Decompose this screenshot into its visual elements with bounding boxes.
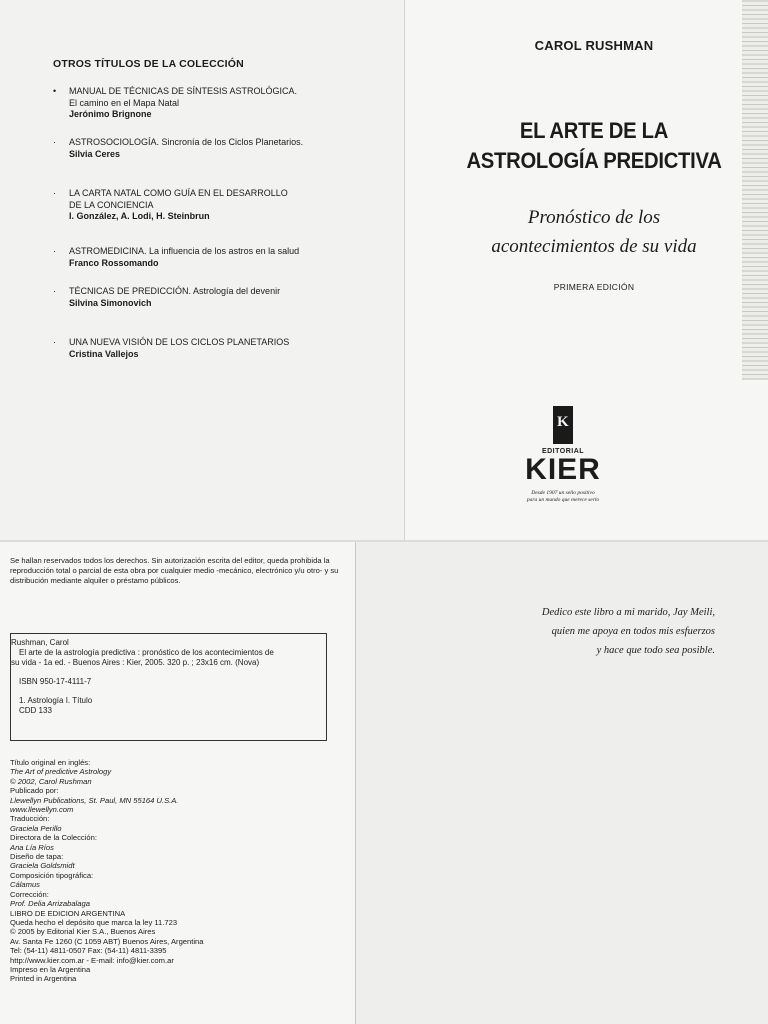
credit-line: Llewellyn Publications, St. Paul, MN 55164 U.S.A. bbox=[10, 795, 179, 805]
page-divider bbox=[0, 540, 768, 542]
bullet-icon: • bbox=[53, 86, 57, 96]
credits-block bbox=[10, 758, 350, 984]
publisher-name: KIER bbox=[525, 453, 601, 486]
collection-item-title: ASTROSOCIOLOGÍA. Sincronía de los Ciclos Planetarios. bbox=[69, 137, 304, 147]
collection-item bbox=[53, 286, 383, 337]
bullet-icon: · bbox=[53, 188, 56, 198]
credit-line: LIBRO DE EDICION ARGENTINA bbox=[10, 908, 126, 918]
rights-notice: Se hallan reservados todos los derechos. Sin autorización escrita del editor, queda prohibida la reproducción total o parcial de esta obra por cualquier medio -mecánico, electrónico y/u otro- y su distribución mediante alquiler o préstamo públicos. bbox=[10, 556, 339, 585]
credit-line: The Art of predictive Astrology bbox=[10, 767, 112, 777]
collection-item-title: MANUAL DE TÉCNICAS DE SÍNTESIS ASTROLÓGICA. El camino en el Mapa Natal bbox=[69, 86, 298, 108]
collection-item bbox=[53, 137, 383, 188]
page-fold bbox=[404, 0, 405, 541]
credit-line: Graciela Goldsmidt bbox=[10, 861, 75, 871]
credit-line: Cálamus bbox=[10, 880, 40, 890]
credit-line: Composición tipográfica: bbox=[10, 870, 94, 880]
credit-line: www.llewellyn.com bbox=[10, 805, 74, 815]
collection-item-title: TÉCNICAS DE PREDICCIÓN. Astrología del devenir bbox=[69, 286, 281, 296]
credit-line: Ana Lía Ríos bbox=[10, 842, 54, 852]
book-subtitle bbox=[444, 203, 744, 261]
bullet-icon: · bbox=[53, 246, 56, 256]
catalog-subject: 1. Astrología I. Título bbox=[19, 696, 93, 705]
collection-item-title: ASTROMEDICINA. La influencia de los astros en la salud bbox=[69, 246, 300, 256]
collection-item-author: Cristina Vallejos bbox=[69, 348, 139, 359]
collection-item bbox=[53, 246, 383, 286]
credit-line: © 2005 by Editorial Kier S.A., Buenos Aires bbox=[10, 927, 156, 937]
collection-item-title: LA CARTA NATAL COMO GUÍA EN EL DESARROLLO DE LA CONCIENCIA bbox=[69, 188, 288, 210]
credit-line: Corrección: bbox=[10, 889, 49, 899]
catalog-author: Rushman, Carol bbox=[11, 638, 69, 647]
page-fold bbox=[355, 541, 356, 1024]
dedication-line3: y hace que todo sea posible. bbox=[596, 645, 715, 656]
collection-item-author: I. González, A. Lodi, H. Steinbrun bbox=[69, 211, 210, 221]
book-subtitle-line1: Pronóstico de los bbox=[527, 207, 661, 228]
collection-item bbox=[53, 86, 383, 137]
collection-item bbox=[53, 337, 383, 388]
credit-line: Graciela Perillo bbox=[10, 823, 62, 833]
edition-label: PRIMERA EDICIÓN bbox=[553, 282, 635, 292]
collection-item-author: Silvia Ceres bbox=[69, 148, 121, 159]
copyright-page bbox=[0, 541, 356, 1024]
publisher-logo bbox=[496, 406, 616, 516]
collection-item-author: Franco Rossomando bbox=[69, 257, 159, 268]
credit-line: Diseño de tapa: bbox=[10, 852, 64, 862]
bullet-icon: · bbox=[53, 337, 56, 347]
book-title-line2: ASTROLOGÍA PREDICTIVA bbox=[466, 148, 722, 173]
credit-line: © 2002, Carol Rushman bbox=[10, 776, 92, 786]
credit-line: Prof. Delia Arrizabalaga bbox=[10, 899, 90, 909]
collection-item bbox=[53, 188, 383, 246]
scan-edge bbox=[742, 0, 768, 380]
dedication-line1: Dedico este libro a mi marido, Jay Meili, bbox=[541, 607, 715, 618]
credit-line: Directora de la Colección: bbox=[10, 833, 97, 843]
publisher-emblem-icon: K bbox=[553, 406, 573, 444]
credit-line: Impreso en la Argentina bbox=[10, 964, 91, 974]
title-page bbox=[404, 0, 768, 541]
catalog-record bbox=[10, 633, 327, 741]
catalog-cdd: CDD 133 bbox=[19, 706, 52, 715]
dedication-page bbox=[356, 541, 768, 1024]
bullet-icon: · bbox=[53, 137, 56, 147]
collection-list bbox=[53, 86, 383, 388]
catalog-line1: El arte de la astrología predictiva : pronóstico de los acontecimientos de bbox=[19, 648, 274, 657]
book-subtitle-line2: acontecimientos de su vida bbox=[491, 236, 697, 257]
credit-line: Av. Santa Fe 1260 (C 1059 ABT) Buenos Aires, Argentina bbox=[10, 936, 204, 946]
book-author: CAROL RUSHMAN bbox=[534, 38, 654, 53]
collection-page bbox=[0, 0, 404, 541]
credit-line: Queda hecho el depósito que marca la ley 11.723 bbox=[10, 917, 178, 927]
catalog-line2: su vida - 1a ed. - Buenos Aires : Kier, 2005. 320 p. ; 23x16 cm. (Nova) bbox=[11, 658, 260, 667]
credit-line: http://www.kier.com.ar - E-mail: info@kier.com.ar bbox=[10, 955, 174, 965]
dedication-line2: quien me apoya en todos mis esfuerzos bbox=[551, 626, 715, 637]
collection-heading: OTROS TÍTULOS DE LA COLECCIÓN bbox=[53, 58, 244, 70]
catalog-isbn: ISBN 950-17-4111-7 bbox=[19, 677, 92, 686]
publisher-motto: Desde 1907 un sello positivo para un mundo que merece serlo bbox=[526, 490, 600, 503]
book-title bbox=[456, 116, 732, 176]
credit-line: Publicado por: bbox=[10, 786, 59, 796]
credit-line: Traducción: bbox=[10, 814, 50, 824]
credit-line: Título original en inglés: bbox=[10, 758, 91, 767]
credit-line: Tel: (54-11) 4811-0507 Fax: (54-11) 4811-3395 bbox=[10, 946, 167, 956]
book-title-line1: EL ARTE DE LA bbox=[519, 118, 669, 143]
credit-line: Printed in Argentina bbox=[10, 974, 77, 984]
collection-item-author: Jerónimo Brignone bbox=[69, 109, 152, 119]
collection-item-author: Silvina Simonovich bbox=[69, 297, 152, 308]
dedication-text bbox=[455, 603, 715, 660]
collection-item-title: UNA NUEVA VISIÓN DE LOS CICLOS PLANETARIOS bbox=[69, 337, 290, 347]
bullet-icon: · bbox=[53, 286, 56, 296]
publisher-label: EDITORIAL bbox=[541, 448, 585, 455]
